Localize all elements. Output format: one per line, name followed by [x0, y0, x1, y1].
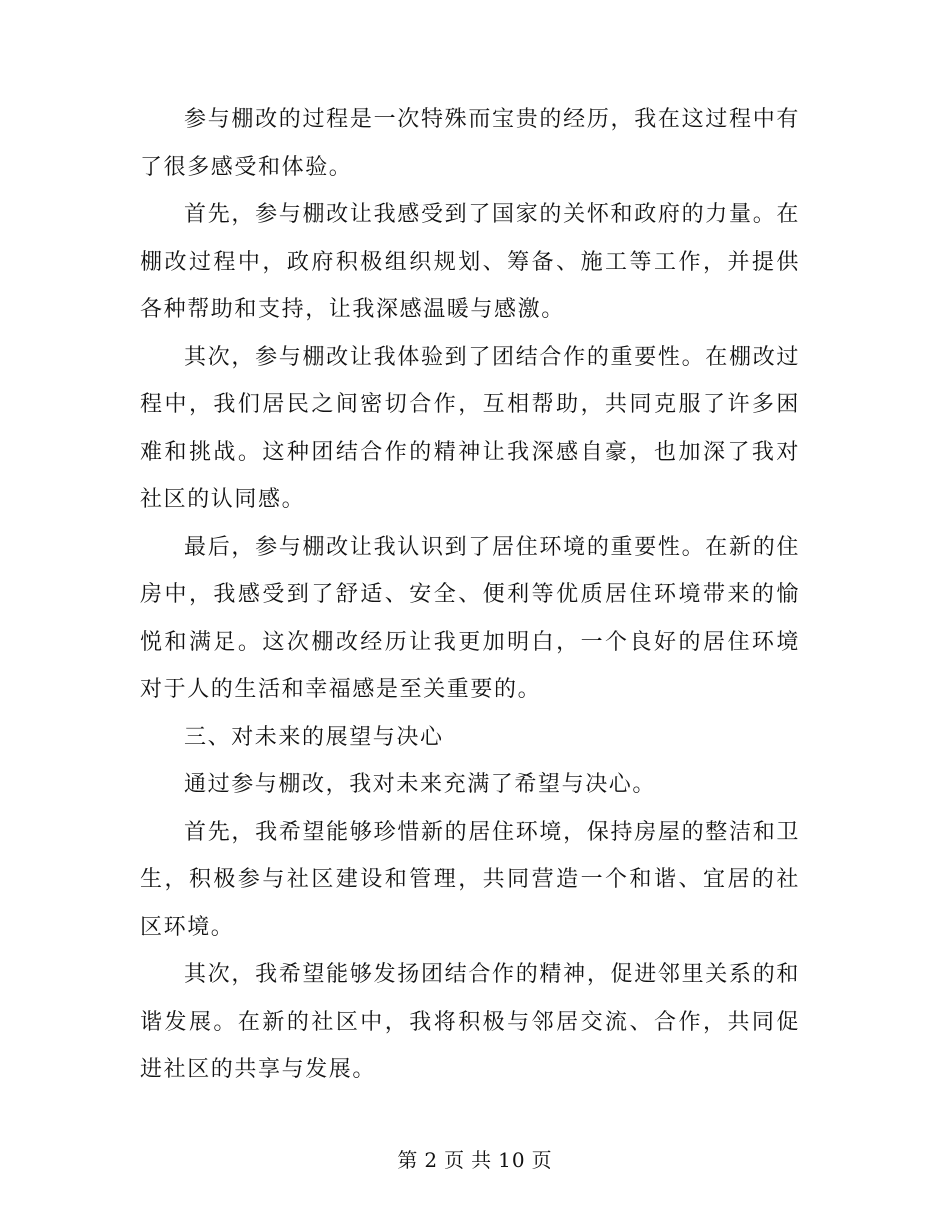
paragraph: 首先，参与棚改让我感受到了国家的关怀和政府的力量。在棚改过程中，政府积极组织规划、筹备、施工等工作，并提供各种帮助和支持，让我深感温暖与感激。: [140, 202, 800, 322]
document-body: [140, 96, 800, 1094]
footer-total-pages: 10: [498, 1148, 526, 1172]
paragraph: 首先，我希望能够珍惜新的居住环境，保持房屋的整洁和卫生，积极参与社区建设和管理，共同营造一个和谐、宜居的社区环境。: [140, 819, 800, 940]
paragraph: 其次，我希望能够发扬团结合作的精神，促进邻里关系的和谐发展。在新的社区中，我将积极与邻居交流、合作，共同促进社区的共享与发展。: [140, 962, 800, 1082]
footer-current-page: 2: [424, 1148, 439, 1172]
section-heading: 三、对未来的展望与决心: [184, 724, 444, 750]
footer-total-word: 共: [471, 1148, 493, 1172]
paragraph: 通过参与棚改，我对未来充满了希望与决心。: [184, 772, 657, 797]
paragraph: 最后，参与棚改让我认识到了居住环境的重要性。在新的住房中，我感受到了舒适、安全、便利等优质居住环境带来的愉悦和满足。这次棚改经历让我更加明白，一个良好的居住环境对于人的生活和幸福感是至关重要的。: [140, 534, 800, 702]
paragraph: 其次，参与棚改让我体验到了团结合作的重要性。在棚改过程中，我们居民之间密切合作，互相帮助，共同克服了许多困难和挑战。这种团结合作的精神让我深感自豪，也加深了我对社区的认同感。: [140, 344, 800, 512]
footer-suffix: 页: [531, 1148, 553, 1172]
page-footer: [0, 1146, 950, 1174]
footer-page-word: 页: [444, 1148, 466, 1172]
paragraph: 参与棚改的过程是一次特殊而宝贵的经历，我在这过程中有了很多感受和体验。: [140, 107, 800, 180]
footer-prefix: 第: [397, 1148, 419, 1172]
